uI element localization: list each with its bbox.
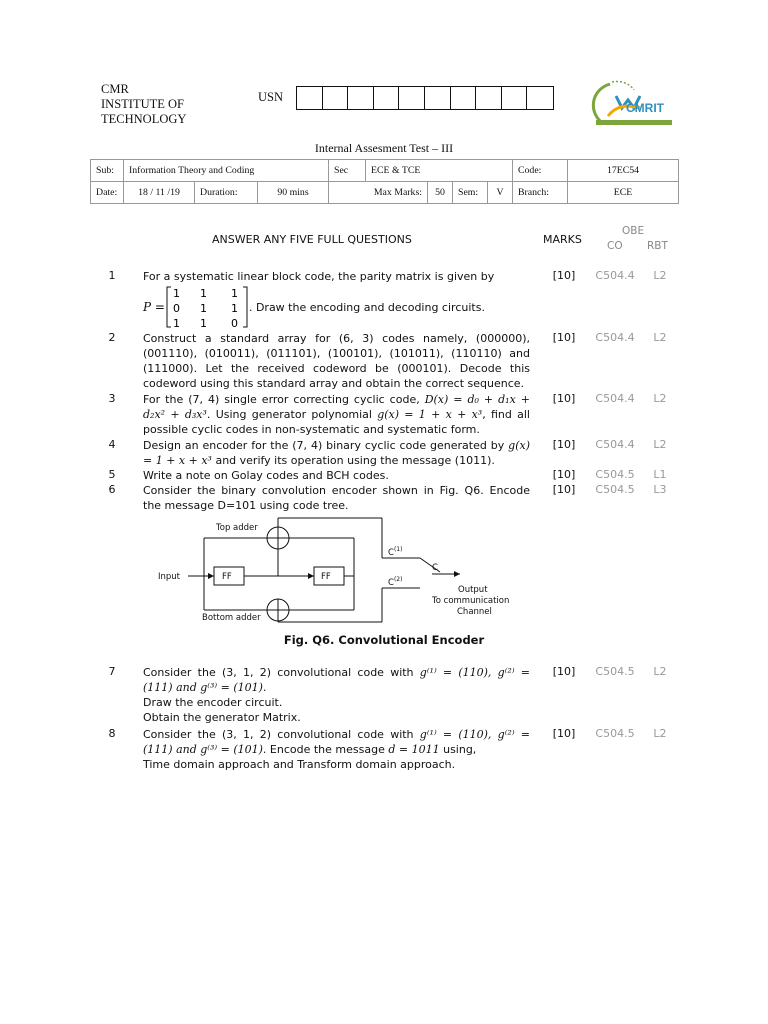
usn-box[interactable] <box>323 87 349 109</box>
usn-box[interactable] <box>399 87 425 109</box>
matrix-cell: 0 <box>172 302 180 315</box>
matrix-cell: 1 <box>230 287 238 300</box>
ff1-label: FF <box>222 572 232 582</box>
figure-caption: Fig. Q6. Convolutional Encoder <box>283 633 485 647</box>
usn-label: USN <box>258 90 284 104</box>
q8-line2: Time domain approach and Transform domain approach. <box>143 758 456 771</box>
matrix-cell: 1 <box>199 302 207 315</box>
q4-t2: and verify its operation using the message (1011). <box>215 454 495 467</box>
question-rbt: L2 <box>653 727 667 740</box>
q1-text-a: For a systematic linear block code, the parity matrix is given by <box>143 270 495 283</box>
question-number: 6 <box>108 483 116 496</box>
output-label: To communication <box>432 596 510 606</box>
sec-label: Sec <box>329 160 366 182</box>
code-label: Code: <box>513 160 568 182</box>
maxmarks-label: Max Marks: <box>329 182 428 204</box>
q3-t2: . Using generator polynomial <box>206 408 372 421</box>
date-label: Date: <box>91 182 124 204</box>
question-co: C504.4 <box>595 269 635 282</box>
matrix-cell: 1 <box>199 317 207 329</box>
question-co: C504.4 <box>595 331 635 344</box>
q8-message: d = 1011 <box>388 743 440 756</box>
institute-line: CMR <box>101 82 129 96</box>
c1-label: $C^{(1)}$ <box>388 546 403 558</box>
test-info-table <box>90 159 679 204</box>
bottom-adder-label: Bottom adder <box>202 613 261 623</box>
usn-box[interactable] <box>297 87 323 109</box>
question-marks: [10] <box>552 727 576 740</box>
logo-text: CMRIT <box>626 101 664 115</box>
sec-value: ECE & TCE <box>366 160 513 182</box>
output-label: Output <box>458 585 488 595</box>
c-label: C <box>432 563 438 573</box>
question-marks: [10] <box>552 483 576 496</box>
usn-box[interactable] <box>425 87 451 109</box>
q8-t2: Encode the message <box>269 743 385 756</box>
usn-box[interactable] <box>502 87 528 109</box>
sub-label: Sub: <box>91 160 124 182</box>
question-number: 4 <box>108 438 116 451</box>
usn-box[interactable] <box>348 87 374 109</box>
q7-t1: Consider the (3, 1, 2) convolutional code with <box>143 666 414 679</box>
q8-t1: Consider the (3, 1, 2) convolutional code with <box>143 728 414 741</box>
input-label: Input <box>158 572 181 582</box>
question-text <box>143 269 530 329</box>
output-label: Channel <box>457 607 492 617</box>
maxmarks-value: 50 <box>428 182 453 204</box>
q7-line3: Obtain the generator Matrix. <box>143 711 301 724</box>
parity-matrix <box>165 285 249 329</box>
question-marks: [10] <box>552 438 576 451</box>
question-text: Write a note on Golay codes and BCH codes. <box>143 469 389 482</box>
question-rbt: L2 <box>653 392 667 405</box>
sub-value: Information Theory and Coding <box>124 160 329 182</box>
sem-label: Sem: <box>453 182 488 204</box>
q8-t3: using, <box>443 743 477 756</box>
question-number: 2 <box>108 331 116 344</box>
co-header: CO <box>607 240 623 252</box>
institute-line: INSTITUTE OF <box>101 97 184 111</box>
usn-boxes[interactable] <box>296 86 554 110</box>
q7-line2: Draw the encoder circuit. <box>143 696 283 709</box>
q3-formula-d: D(x) = d₀ + d₁x + d₂x² + d₃x³ <box>143 393 530 421</box>
q3-t1: For the (7, 4) single error correcting cyclic code, <box>143 393 420 406</box>
q7-generators: g⁽¹⁾ = (110), g⁽²⁾ = (111) and g⁽³⁾ = (101). <box>143 666 530 694</box>
branch-value: ECE <box>568 182 679 204</box>
marks-header: MARKS <box>543 233 582 246</box>
test-title: Internal Assesment Test – III <box>314 141 454 155</box>
question-rbt: L2 <box>653 438 667 451</box>
branch-label: Branch: <box>513 182 568 204</box>
institute-line: TECHNOLOGY <box>101 112 187 126</box>
usn-box[interactable] <box>374 87 400 109</box>
question-number: 8 <box>108 727 116 740</box>
question-rbt: L3 <box>653 483 667 496</box>
question-marks: [10] <box>552 392 576 405</box>
obe-header: OBE <box>622 225 645 237</box>
question-marks: [10] <box>552 331 576 344</box>
question-text <box>143 392 530 437</box>
question-rbt: L2 <box>653 331 667 344</box>
q4-formula-g: g(x) = 1 + x + x³ <box>143 439 530 467</box>
ff2-label: FF <box>321 572 331 582</box>
q8-generators: g⁽¹⁾ = (110), g⁽²⁾ = (111) and g⁽³⁾ = (101). <box>143 728 530 756</box>
question-number: 1 <box>108 269 116 282</box>
usn-box[interactable] <box>476 87 502 109</box>
question-number: 7 <box>108 665 116 678</box>
q3-formula-g: g(x) = 1 + x + x³ <box>377 408 483 421</box>
sem-value: V <box>488 182 513 204</box>
code-value: 17EC54 <box>568 160 679 182</box>
question-rbt: L2 <box>653 665 667 678</box>
question-text <box>143 438 530 468</box>
question-text <box>143 727 530 772</box>
top-adder-label: Top adder <box>216 523 258 533</box>
rbt-header: RBT <box>647 240 668 252</box>
q1-text-b: . Draw the encoding and decoding circuits. <box>248 300 485 314</box>
matrix-cell: 1 <box>172 317 180 329</box>
c2-label: $C^{(2)}$ <box>388 576 403 588</box>
question-co: C504.5 <box>595 665 635 678</box>
q3-t3: , find all possible cyclic codes in non-systematic and systematic form. <box>143 408 530 436</box>
question-rbt: L2 <box>653 269 667 282</box>
usn-box[interactable] <box>527 87 553 109</box>
cmrit-logo <box>582 78 678 134</box>
instructions: ANSWER ANY FIVE FULL QUESTIONS <box>212 233 412 246</box>
question-co: C504.4 <box>595 438 635 451</box>
question-co: C504.5 <box>595 468 635 481</box>
usn-box[interactable] <box>451 87 477 109</box>
matrix-cell: 1 <box>172 287 180 300</box>
question-co: C504.5 <box>595 483 635 496</box>
question-co: C504.4 <box>595 392 635 405</box>
question-text: Consider the binary convolution encoder shown in Fig. Q6. Encode the message D=101 using code tree. <box>143 484 530 512</box>
matrix-cell: 0 <box>230 317 238 329</box>
question-marks: [10] <box>552 665 576 678</box>
question-number: 3 <box>108 392 116 405</box>
date-value: 18 / 11 /19 <box>124 182 195 204</box>
question-marks: [10] <box>552 269 576 282</box>
question-co: C504.5 <box>595 727 635 740</box>
duration-value: 90 mins <box>258 182 329 204</box>
q1-p-label: P = <box>143 299 165 314</box>
matrix-cell: 1 <box>199 287 207 300</box>
q4-t1: Design an encoder for the (7, 4) binary cyclic code generated by <box>143 439 505 452</box>
q1-matrix-line <box>143 285 530 329</box>
question-marks: [10] <box>552 468 576 481</box>
question-text <box>143 665 530 725</box>
institute-name <box>101 82 231 127</box>
question-text: Construct a standard array for (6, 3) codes namely, (000000), (001110), (010011), (011101), (100101), (101011), (110110) and (111000). Let the received codeword be (000101). Decode this codeword using this standard array and obtain the correct sequence. <box>143 332 530 390</box>
duration-label: Duration: <box>195 182 258 204</box>
question-rbt: L1 <box>653 468 667 481</box>
question-number: 5 <box>108 468 116 481</box>
convolutional-encoder-diagram <box>150 514 530 624</box>
matrix-cell: 1 <box>230 302 238 315</box>
